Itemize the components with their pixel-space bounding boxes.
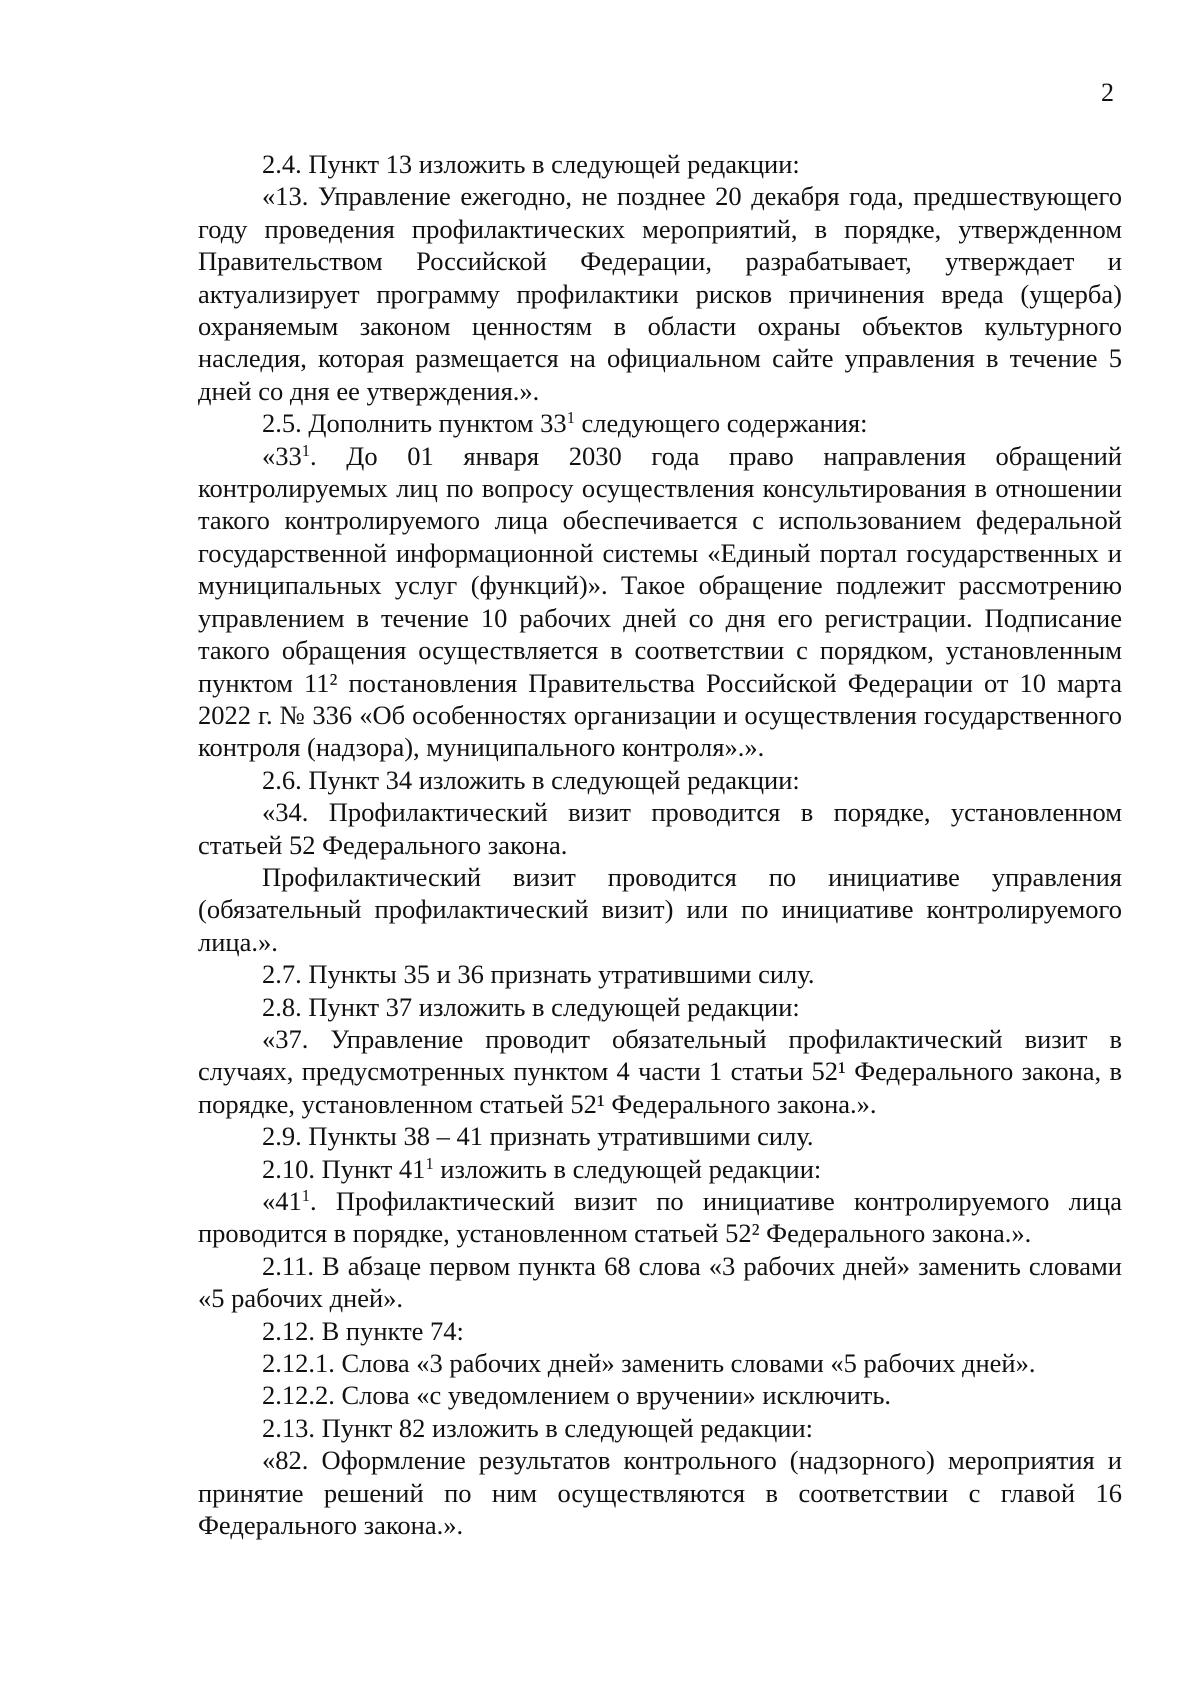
- superscript: 1: [425, 1153, 434, 1173]
- paragraph-item-34: «34. Профилактический визит проводится в порядке, установленном статьей 52 Федерального закона.: [198, 797, 1122, 860]
- paragraph-2-10: [198, 1153, 1122, 1185]
- paragraph-2-5-start: 2.5. Дополнить пунктом 33: [262, 408, 567, 439]
- paragraph-2-10-start: 2.10. Пункт 41: [262, 1153, 426, 1184]
- paragraph-item-13: «13. Управление ежегодно, не позднее 20 декабря года, предшествующего году проведения профилактических мероприятий, в порядке, утвержденном Правительством Российской Федерации, разрабатывает, утверждает и актуализирует программу профилактики рисков причинения вреда (ущерба) охраняемым законом ценностям в области охраны объектов культурного наследия, которая размещается на официальном сайте управления в течение 5 дней со дня ее утверждения.».: [198, 181, 1122, 406]
- paragraph-2-5: [198, 407, 1122, 439]
- document-body: [198, 148, 1122, 1541]
- paragraph-2-4: 2.4. Пункт 13 изложить в следующей редакции:: [262, 149, 800, 179]
- paragraph-2-6: 2.6. Пункт 34 изложить в следующей редакции:: [262, 764, 800, 795]
- page-number: 2: [1101, 78, 1114, 107]
- paragraph-item-41-1-end: . Профилактический визит по инициативе контролируемого лица проводится в порядке, установленном статьей 52² Федерального закона.».: [198, 1186, 1122, 1249]
- paragraph-item-41-1: [198, 1185, 1122, 1250]
- paragraph-2-12-2: 2.12.2. Слова «с уведомлением о вручении» исключить.: [262, 1380, 892, 1411]
- superscript: 1: [566, 408, 575, 428]
- paragraph-2-12-1: 2.12.1. Слова «3 рабочих дней» заменить словами «5 рабочих дней».: [262, 1348, 1036, 1379]
- paragraph-item-33-1-start: «33: [262, 440, 302, 471]
- superscript: 1: [301, 440, 310, 460]
- paragraph-item-41-1-start: «41: [262, 1186, 302, 1216]
- paragraph-2-7: 2.7. Пункты 35 и 36 признать утратившими силу.: [262, 959, 815, 990]
- paragraph-item-33-1-end: . До 01 января 2030 года право направления обращений контролируемых лиц по вопросу осуществления консультирования в отношении такого контролируемого лица обеспечивается с использованием федеральной государственной информационной системы «Единый портал государственных и муниципальных услуг (функций)». Такое обращение подлежит рассмотрению управлением в течение 10 рабочих дней со дня его регистрации. Подписание такого обращения осуществляется в соответствии с порядком, установленным пунктом 11² постановления Правительства Российской Федерации от 10 марта 2022 г. № 336 «Об особенностях организации и осуществления государственного контроля (надзора), муниципального контроля».».: [198, 440, 1122, 763]
- paragraph-item-82: «82. Оформление результатов контрольного (надзорного) мероприятия и принятие решений по ним осуществляются в соответствии с главой 16 Федерального закона.».: [198, 1445, 1122, 1541]
- superscript: 1: [301, 1185, 310, 1205]
- paragraph-2-9: 2.9. Пункты 38 – 41 признать утратившими силу.: [262, 1121, 814, 1152]
- paragraph-2-5-end: следующего содержания:: [574, 408, 868, 439]
- paragraph-item-34-cont: Профилактический визит проводится по инициативе управления (обязательный профилактический визит) или по инициативе контролируемого лица.».: [198, 861, 1122, 957]
- paragraph-2-10-end: изложить в следующей редакции:: [433, 1153, 822, 1184]
- paragraph-2-13: 2.13. Пункт 82 изложить в следующей редакции:: [262, 1412, 814, 1443]
- paragraph-2-12: 2.12. В пункте 74:: [262, 1315, 464, 1346]
- paragraph-2-11: 2.11. В абзаце первом пункта 68 слова «3 рабочих дней» заменить словами «5 рабочих дней».: [198, 1250, 1122, 1314]
- paragraph-item-37: «37. Управление проводит обязательный профилактический визит в случаях, предусмотренных пунктом 4 части 1 статьи 52¹ Федерального закона, в порядке, установленном статьей 52¹ Федерального закона.».: [198, 1023, 1122, 1119]
- paragraph-2-8: 2.8. Пункт 37 изложить в следующей редакции:: [262, 991, 800, 1022]
- paragraph-item-33-1: [198, 440, 1122, 764]
